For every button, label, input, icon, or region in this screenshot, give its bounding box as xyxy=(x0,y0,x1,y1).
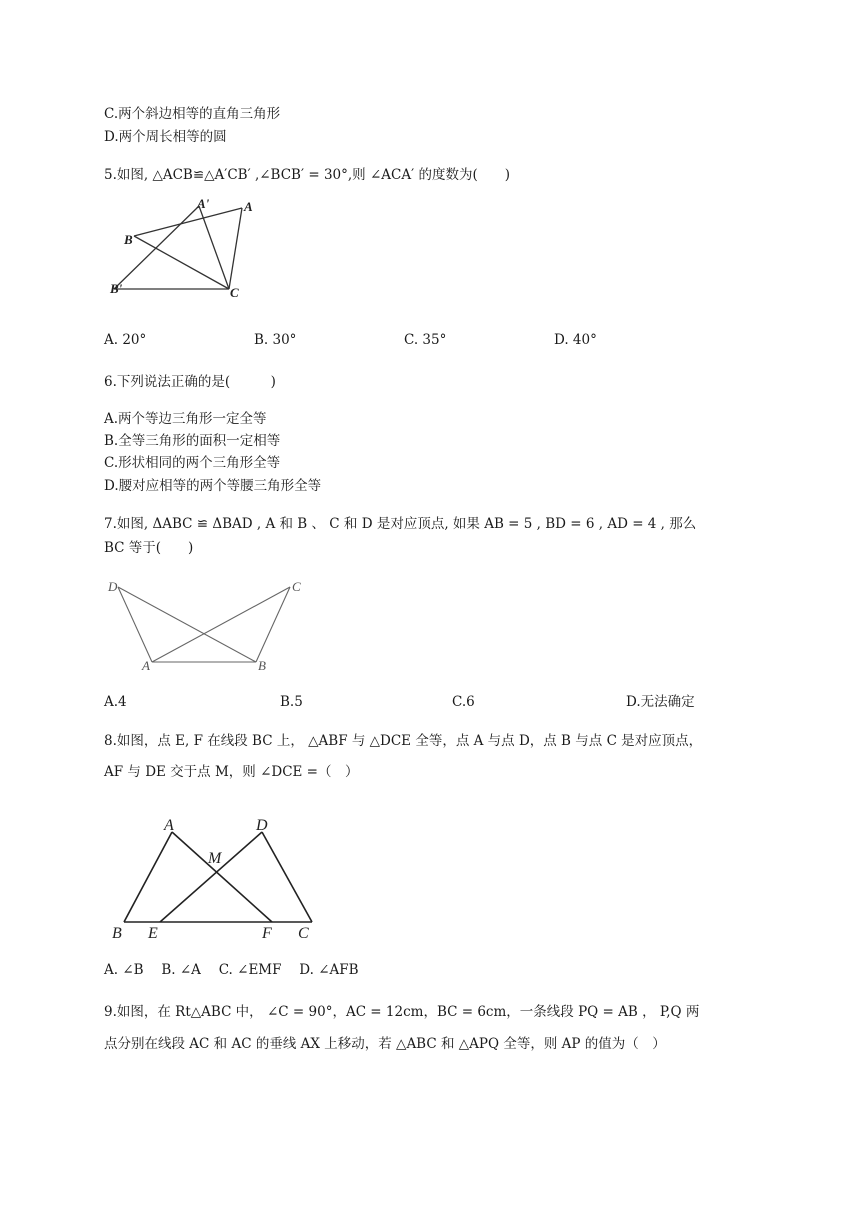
q5-option-d: D. 40° xyxy=(554,332,597,348)
q4-option-c: C.两个斜边相等的直角三角形 xyxy=(104,106,281,122)
q5-edge-bprime-aprime xyxy=(114,206,199,289)
q6-option-b: B.全等三角形的面积一定相等 xyxy=(104,433,281,449)
q8-options: A. ∠B B. ∠A C. ∠EMF D. ∠AFB xyxy=(104,962,359,978)
q6-option-d: D.腰对应相等的两个等腰三角形全等 xyxy=(104,478,322,494)
q5-label-aprime: A' xyxy=(197,196,210,211)
q6-option-c: C.形状相同的两个三角形全等 xyxy=(104,455,281,471)
q7-option-c: C.6 xyxy=(452,694,475,710)
q8-figure xyxy=(104,812,334,942)
q8-stem-line2: AF 与 DE 交于点 M，则 ∠DCE =（ ） xyxy=(104,764,359,780)
q6-option-a: A.两个等边三角形一定全等 xyxy=(104,411,267,427)
q7-edge-b-c xyxy=(256,587,290,662)
q8-label-d: D xyxy=(256,817,268,834)
q5-label-c: C xyxy=(230,285,239,300)
q7-edge-d-b xyxy=(118,587,256,662)
q8-stem-line1: 8.如图，点 E, F 在线段 BC 上， △ABF 与 △DCE 全等，点 A 与点 D，点 B 与点 C 是对应顶点， xyxy=(104,733,703,749)
q7-figure xyxy=(104,575,324,675)
q7-option-b: B.5 xyxy=(280,694,303,710)
q5-figure xyxy=(104,196,264,306)
q5-stem: 5.如图, △ACB≌△A′CB′ ,∠BCB′ = 30°,则 ∠ACA′ 的度数为( ) xyxy=(104,167,510,183)
q5-label-b: B xyxy=(124,232,133,247)
q8-label-c: C xyxy=(298,925,309,942)
q9-stem-line1: 9.如图，在 Rt△ABC 中， ∠C = 90°，AC = 12cm，BC = 6cm，一条线段 PQ = AB ， P,Q 两 xyxy=(104,1004,700,1020)
q8-label-m: M xyxy=(208,850,222,867)
q8-label-a: A xyxy=(164,817,174,834)
q8-edge-a-f xyxy=(172,832,272,922)
q5-label-a: A xyxy=(244,199,253,214)
q8-edge-d-c xyxy=(262,832,312,922)
q9-stem-line2: 点分别在线段 AC 和 AC 的垂线 AX 上移动，若 △ABC 和 △APQ 全等，则 AP 的值为（ ） xyxy=(104,1036,666,1052)
q7-stem-line1: 7.如图, ΔABC ≌ ΔBAD , A 和 B 、 C 和 D 是对应顶点, 如果 AB = 5 , BD = 6 , AD = 4 , 那么 xyxy=(104,516,697,532)
q6-stem: 6.下列说法正确的是( ) xyxy=(104,374,276,390)
q7-edge-d-a xyxy=(118,587,152,662)
q5-option-c: C. 35° xyxy=(404,332,447,348)
q8-edge-b-a xyxy=(124,832,172,922)
q8-edge-d-e xyxy=(160,832,262,922)
q7-label-b: B xyxy=(258,658,266,673)
q5-option-a: A. 20° xyxy=(104,332,147,348)
q8-label-f: F xyxy=(262,925,272,942)
q5-edge-b-c xyxy=(134,236,229,289)
q5-option-b: B. 30° xyxy=(254,332,297,348)
q5-edge-b-a xyxy=(134,208,242,236)
q7-label-c: C xyxy=(292,579,301,594)
q7-option-a: A.4 xyxy=(104,694,127,710)
q4-option-d: D.两个周长相等的圆 xyxy=(104,129,227,145)
q8-label-b: B xyxy=(112,925,122,942)
q7-label-d: D xyxy=(108,579,118,594)
q7-label-a: A xyxy=(142,658,150,673)
q7-edge-a-c xyxy=(152,587,290,662)
q5-edge-a-c xyxy=(229,208,242,289)
q5-label-bprime: B' xyxy=(110,281,123,296)
q7-stem-line2: BC 等于( ) xyxy=(104,540,194,556)
q7-option-d: D.无法确定 xyxy=(626,694,695,710)
q8-label-e: E xyxy=(148,925,158,942)
